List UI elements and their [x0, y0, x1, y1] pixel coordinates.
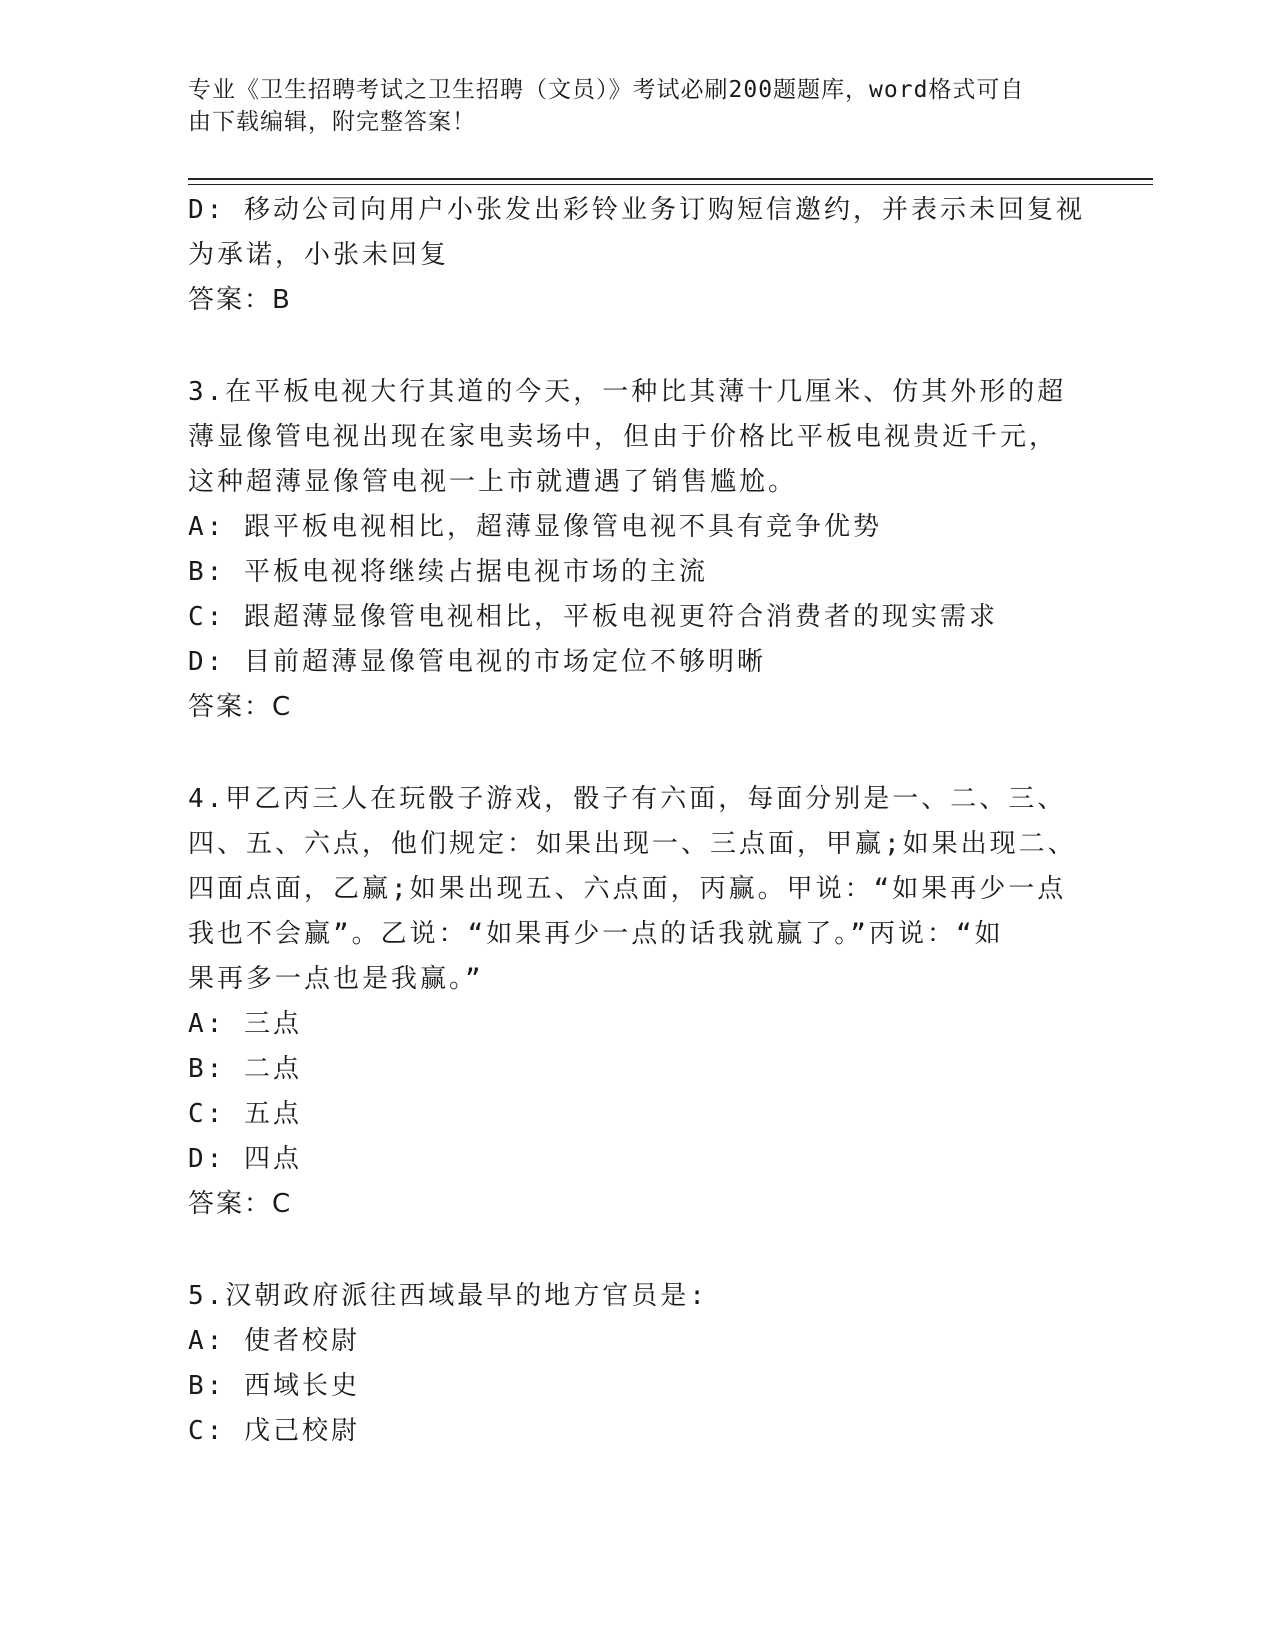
header-divider-thick — [188, 178, 1153, 180]
question-stem-line: 四、五、六点，他们规定：如果出现一、三点面，甲赢;如果出现二、 — [188, 829, 1077, 859]
question-2-tail — [188, 188, 1085, 323]
question-stem-line: 这种超薄显像管电视一上市就遭遇了销售尴尬。 — [188, 467, 798, 497]
question-stem-line: 5.汉朝政府派往西域最早的地方官员是: — [188, 1281, 708, 1311]
question-stem-line: 薄显像管电视出现在家电卖场中，但由于价格比平板电视贵近千元， — [188, 422, 1059, 452]
option-b: B: 平板电视将继续占据电视市场的主流 — [188, 557, 708, 587]
question-spacer — [188, 323, 1078, 370]
answer-line: 答案：C — [188, 1189, 293, 1219]
option-b: B: 西域长史 — [188, 1371, 360, 1401]
option-a: A: 跟平板电视相比，超薄显像管电视不具有竞争优势 — [188, 512, 882, 542]
question-stem-line: 果再多一点也是我赢。” — [188, 964, 484, 994]
question-stem-line: 3.在平板电视大行其道的今天，一种比其薄十几厘米、仿其外形的超 — [188, 377, 1067, 407]
question-spacer — [188, 730, 1078, 777]
header-title-line-1: 专业《卫生招聘考试之卫生招聘（文员）》考试必刷200题题库，word格式可自 — [188, 77, 1025, 103]
option-b: B: 二点 — [188, 1054, 302, 1084]
option-c: C: 五点 — [188, 1099, 302, 1129]
question-stem-line: 4.甲乙丙三人在玩骰子游戏，骰子有六面，每面分别是一、二、三、 — [188, 784, 1067, 814]
option-c: C: 戊己校尉 — [188, 1416, 360, 1446]
option-d-line-1: D: 移动公司向用户小张发出彩铃业务订购短信邀约，并表示未回复视 — [188, 195, 1085, 225]
document-body — [188, 188, 1085, 1454]
option-c: C: 跟超薄显像管电视相比，平板电视更符合消费者的现实需求 — [188, 602, 998, 632]
option-a: A: 三点 — [188, 1009, 302, 1039]
question-stem-line: 四面点面，乙赢;如果出现五、六点面，丙赢。甲说：“如果再少一点 — [188, 874, 1067, 904]
document-header — [188, 74, 1068, 138]
question-stem-line: 我也不会赢”。乙说：“如果再少一点的话我就赢了。”丙说：“如 — [188, 919, 1004, 949]
header-divider-thin — [188, 184, 1153, 185]
question-4 — [188, 777, 1078, 1227]
option-a: A: 使者校尉 — [188, 1326, 360, 1356]
question-3 — [188, 370, 1078, 730]
answer-line: 答案：C — [188, 692, 293, 722]
question-spacer — [188, 1227, 1078, 1274]
option-d: D: 目前超薄显像管电视的市场定位不够明晰 — [188, 647, 766, 677]
option-d-line-2: 为承诺，小张未回复 — [188, 240, 450, 270]
option-d: D: 四点 — [188, 1144, 302, 1174]
header-title-line-2: 由下载编辑，附完整答案！ — [188, 109, 476, 135]
question-5 — [188, 1274, 1078, 1454]
answer-line: 答案：B — [188, 285, 292, 315]
